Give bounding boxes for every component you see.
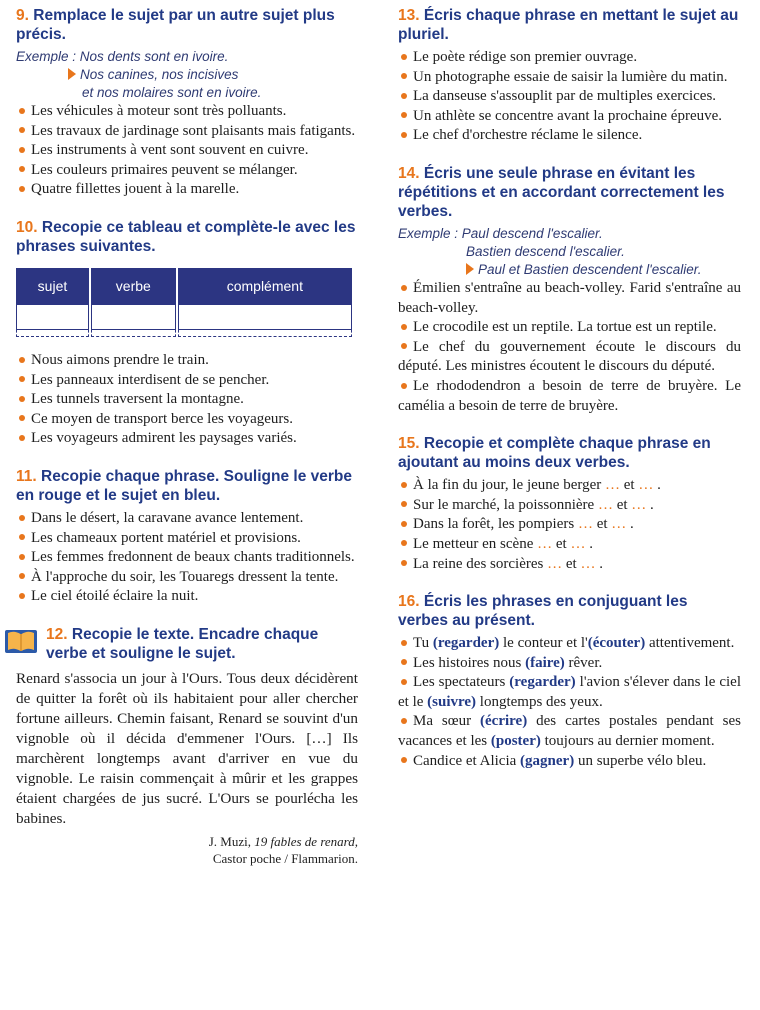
blank-dots: …: [580, 555, 596, 572]
source-title: 19 fables de renard,: [254, 833, 358, 849]
list-item: Un photographe essaie de saisir la lumière du matin.: [398, 68, 741, 88]
sentence-text: le conteur et l': [499, 635, 588, 652]
verb-infinitive: (écouter): [587, 635, 646, 652]
sentence-list: [398, 634, 741, 771]
bullet-icon: [401, 718, 407, 724]
blank-dots: …: [570, 535, 586, 552]
bullet-icon: [19, 593, 25, 599]
exercise-number: 14.: [398, 164, 420, 182]
table-cell: [178, 304, 352, 330]
bullet-icon: [401, 132, 407, 138]
list-item: Le chef du gouvernement écoute le discours du député. Les ministres écoutent le discours du député.: [398, 338, 741, 375]
bullet-icon: [19, 108, 25, 114]
exercise-number: 16.: [398, 593, 420, 611]
bullet-icon: [401, 521, 407, 527]
bullet-icon: [401, 659, 407, 665]
exercise-instruction: Recopie et complète chaque phrase en ajoutant au moins deux verbes.: [398, 435, 711, 472]
arrow-right-icon: [68, 68, 76, 80]
list-item: Quatre fillettes jouent à la marelle.: [16, 180, 358, 200]
exercise-number: 9.: [16, 7, 29, 24]
example-line: Bastien descend l'escalier.: [466, 243, 625, 259]
exercise-instruction: Recopie le texte. Encadre chaque verbe et souligne le sujet.: [46, 625, 319, 662]
example-block: [16, 48, 358, 102]
exercise-number: 11.: [16, 467, 37, 485]
example-label: Exemple :: [16, 49, 77, 64]
verb-infinitive: (faire): [525, 654, 565, 671]
bullet-icon: [19, 186, 25, 192]
list-item: [398, 712, 741, 751]
list-item: Le metteur en scène … et … .: [398, 535, 741, 555]
exercise-16: [398, 592, 741, 771]
exercise-11: [16, 467, 358, 607]
table-cell-dashed: [178, 330, 352, 337]
list-item: [398, 634, 741, 654]
excerpt-text: Renard s'associa un jour à l'Ours. Tous deux décidèrent de quitter la forêt où ils habitaient pour aller chercher fortune ailleurs. Chemin faisant, Renard se souvint d'un vignoble où il décida d'emmener l'Ours. […] Ils marchèrent longtemps avant d'arriver en vue du vignoble. Le raisin commençait à mûrir et les grappes étaient chargées de jus sucré. L'Ours se pourlécha les babines.: [16, 669, 358, 827]
bullet-icon: [19, 534, 25, 540]
sentence-text: des cartes postales pendant ses vacances et les: [398, 713, 741, 750]
exercise-heading: [16, 467, 358, 505]
blank-dots: …: [604, 477, 620, 494]
exercise-heading: [16, 6, 358, 44]
blank-dots: …: [577, 516, 593, 533]
list-item: Nous aimons prendre le train.: [16, 351, 358, 371]
table-header-verbe: verbe: [91, 268, 176, 304]
blank-dots: …: [597, 496, 613, 513]
sentence-text: attentivement.: [645, 635, 735, 652]
bullet-icon: [19, 376, 25, 382]
bullet-icon: [401, 73, 407, 79]
bullet-icon: [401, 93, 407, 99]
blank-dots: …: [547, 555, 563, 572]
verb-infinitive: (poster): [490, 733, 541, 750]
exercise-instruction: Recopie ce tableau et complète-le avec les phrases suivantes.: [16, 218, 356, 255]
sentence-list: [16, 102, 358, 200]
example-block: [398, 225, 741, 279]
list-item: Les couleurs primaires peuvent se mélanger.: [16, 161, 358, 181]
bullet-icon: [401, 383, 407, 389]
table-header-complement: complément: [178, 268, 352, 304]
blank-dots: …: [638, 477, 654, 494]
table-cell-dashed: [91, 330, 176, 337]
exercise-number: 10.: [16, 218, 38, 236]
bullet-icon: [19, 396, 25, 402]
sentence-text: l'avion s'élever dans le ciel et le: [398, 674, 741, 710]
exercise-number: 12.: [46, 625, 68, 643]
blank-dots: …: [611, 516, 627, 533]
list-item: [398, 673, 741, 712]
bullet-icon: [401, 112, 407, 118]
list-item: À l'approche du soir, les Touaregs dressent la tente.: [16, 568, 358, 588]
bullet-icon: [401, 640, 407, 646]
blank-dots: …: [537, 535, 553, 552]
example-line: et nos molaires sont en ivoire.: [82, 85, 262, 100]
bullet-icon: [401, 679, 407, 685]
exercise-instruction: Écris une seule phrase en évitant les répétitions et en accordant correctement les verbes.: [398, 164, 725, 220]
exercise-13: [398, 6, 741, 146]
sentence-text: Candice et Alicia: [413, 752, 521, 769]
verb-infinitive: (suivre): [427, 693, 477, 710]
table-cell: [91, 304, 176, 330]
bullet-icon: [19, 515, 25, 521]
exercise-instruction: Recopie chaque phrase. Souligne le verbe en rouge et le sujet en bleu.: [16, 467, 352, 504]
bullet-icon: [19, 147, 25, 153]
exercise-heading: [398, 164, 741, 221]
list-item: Le rhododendron a besoin de terre de bruyère. Le camélia a besoin de terre de bruyère.: [398, 377, 741, 414]
arrow-right-icon: [466, 263, 474, 275]
bullet-icon: [401, 501, 407, 507]
sentence-text: un superbe vélo bleu.: [574, 752, 707, 769]
bullet-icon: [401, 285, 407, 291]
exercise-instruction: Écris les phrases en conjuguant les verbes au présent.: [398, 593, 688, 630]
example-line: Paul et Bastien descendent l'escalier.: [478, 261, 702, 277]
sentence-list: [398, 476, 741, 574]
exercise-10: [16, 218, 358, 449]
exercise-heading: [398, 434, 741, 472]
exercise-heading: [398, 6, 741, 44]
list-item: La reine des sorcières … et … .: [398, 555, 741, 575]
bullet-icon: [401, 324, 407, 330]
bullet-icon: [401, 540, 407, 546]
list-item: Dans la forêt, les pompiers … et … .: [398, 515, 741, 535]
verb-infinitive: (écrire): [480, 713, 528, 730]
bullet-icon: [401, 560, 407, 566]
list-item: Les voyageurs admirent les paysages variés.: [16, 429, 358, 449]
list-item: Un athlète se concentre avant la prochaine épreuve.: [398, 107, 741, 127]
bullet-icon: [401, 343, 407, 349]
example-line: Nos dents sont en ivoire.: [79, 49, 229, 64]
bullet-icon: [19, 127, 25, 133]
list-item: À la fin du jour, le jeune berger … et … .: [398, 476, 741, 496]
table-cell-dashed: [16, 330, 89, 337]
exercise-14: [398, 164, 741, 416]
list-item: Le ciel étoilé éclaire la nuit.: [16, 587, 358, 607]
exercise-number: 13.: [398, 7, 420, 24]
sentence-text: Tu: [413, 635, 433, 652]
verb-infinitive: (regarder): [432, 635, 500, 652]
bullet-icon: [19, 166, 25, 172]
list-item: Le chef d'orchestre réclame le silence.: [398, 126, 741, 146]
blank-dots: …: [631, 496, 647, 513]
list-item: Les véhicules à moteur sont très polluants.: [16, 102, 358, 122]
list-item: Les instruments à vent sont souvent en cuivre.: [16, 141, 358, 161]
sentence-text: Les spectateurs: [413, 674, 510, 691]
exercise-instruction: Écris chaque phrase en mettant le sujet au pluriel.: [398, 7, 739, 43]
list-item: Émilien s'entraîne au beach-volley. Farid s'entraîne au beach-volley.: [398, 279, 741, 316]
list-item: Le crocodile est un reptile. La tortue est un reptile.: [398, 318, 741, 338]
sentence-list: [398, 48, 741, 146]
list-item: Dans le désert, la caravane avance lentement.: [16, 509, 358, 529]
bullet-icon: [19, 357, 25, 363]
bullet-icon: [401, 482, 407, 488]
exercise-instruction: Remplace le sujet par un autre sujet plus précis.: [16, 7, 335, 43]
list-item: [398, 752, 741, 772]
sentence-list: [16, 351, 358, 449]
exercise-heading: [16, 218, 358, 256]
bullet-icon: [401, 757, 407, 763]
table-header-sujet: sujet: [16, 268, 89, 304]
source-publisher: Castor poche / Flammarion.: [212, 850, 358, 866]
example-line: Nos canines, nos incisives: [80, 67, 239, 82]
exercise-12: [16, 625, 358, 867]
bullet-icon: [19, 435, 25, 441]
right-column: [398, 6, 741, 789]
sentence-list: [398, 279, 741, 416]
example-line: Paul descend l'escalier.: [461, 225, 603, 241]
exercise-heading: [16, 625, 358, 663]
left-column: [16, 6, 358, 885]
bullet-icon: [19, 415, 25, 421]
list-item: Les travaux de jardinage sont plaisants mais fatigants.: [16, 122, 358, 142]
fill-in-table: [14, 268, 354, 337]
sentence-text: longtemps des yeux.: [476, 693, 603, 710]
bullet-icon: [401, 54, 407, 60]
list-item: Les panneaux interdisent de se pencher.: [16, 371, 358, 391]
table-cell: [16, 304, 89, 330]
sentence-text: Les histoires nous: [413, 654, 526, 671]
sentence-text: rêver.: [564, 654, 603, 671]
list-item: [398, 654, 741, 674]
bullet-icon: [19, 573, 25, 579]
verb-infinitive: (gagner): [520, 752, 575, 769]
list-item: Les tunnels traversent la montagne.: [16, 390, 358, 410]
verb-infinitive: (regarder): [509, 674, 576, 691]
sentence-list: [16, 509, 358, 607]
list-item: Les femmes fredonnent de beaux chants traditionnels.: [16, 548, 358, 568]
sentence-text: toujours au dernier moment.: [540, 733, 715, 750]
open-book-icon: [4, 627, 38, 655]
bullet-icon: [19, 554, 25, 560]
example-label: Exemple :: [398, 225, 459, 241]
exercise-heading: [398, 592, 741, 630]
list-item: La danseuse s'assouplit par de multiples exercices.: [398, 87, 741, 107]
source-author: J. Muzi,: [208, 833, 255, 849]
exercise-number: 15.: [398, 435, 420, 453]
exercise-15: [398, 434, 741, 574]
list-item: Ce moyen de transport berce les voyageurs.: [16, 410, 358, 430]
list-item: Les chameaux portent matériel et provisions.: [16, 529, 358, 549]
list-item: Sur le marché, la poissonnière … et … .: [398, 496, 741, 516]
list-item: Le poète rédige son premier ouvrage.: [398, 48, 741, 68]
sentence-text: Ma sœur: [413, 713, 481, 730]
excerpt-source: [16, 833, 358, 867]
exercise-9: [16, 6, 358, 200]
